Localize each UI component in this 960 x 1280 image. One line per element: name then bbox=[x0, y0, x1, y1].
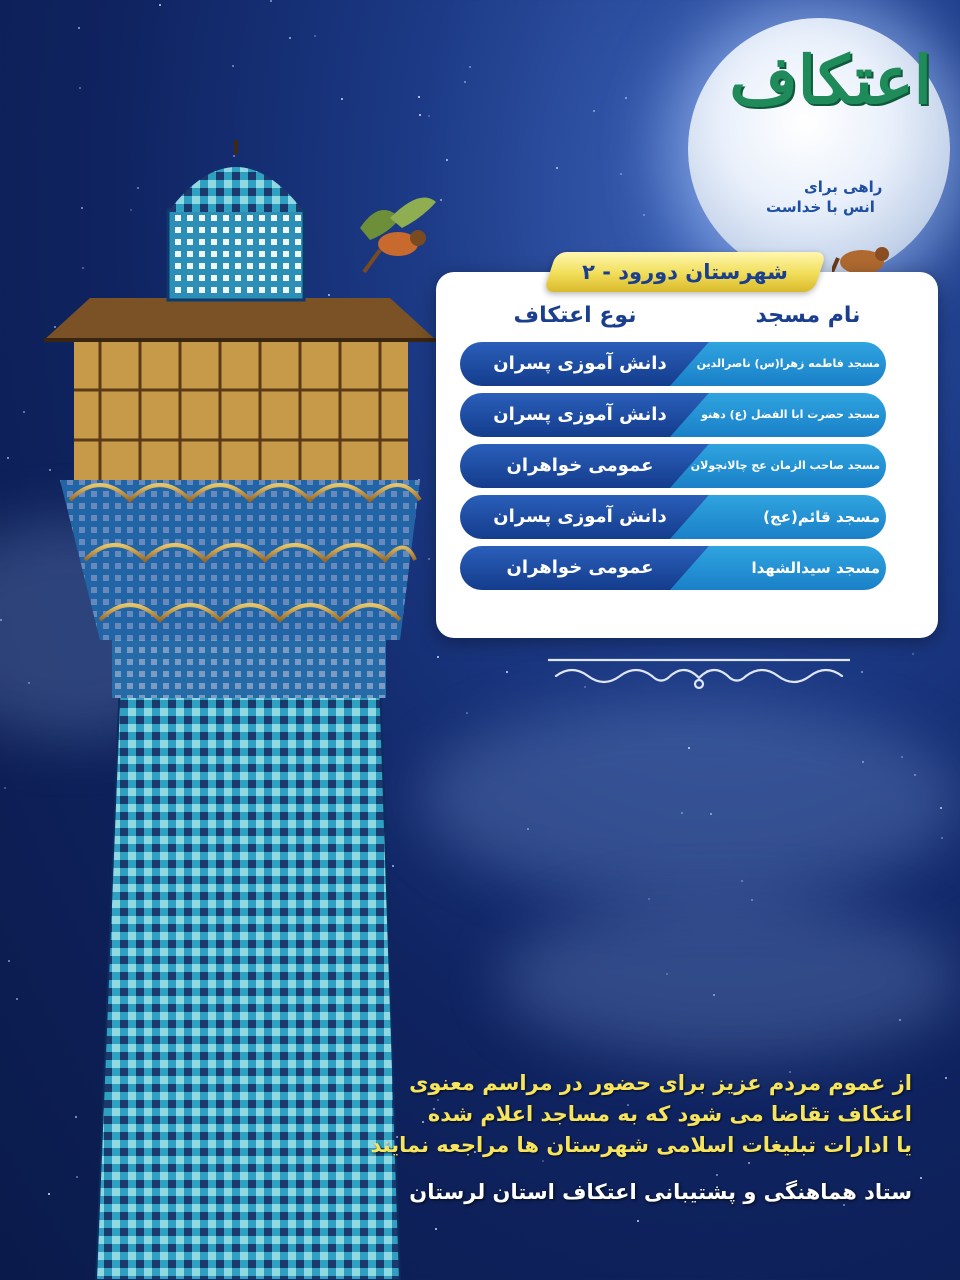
cloud bbox=[500, 900, 960, 1060]
mosque-name: مسجد فاطمه زهرا(س) ناصرالدین bbox=[696, 357, 880, 370]
star bbox=[16, 998, 18, 1000]
star bbox=[861, 671, 863, 673]
city-title-banner bbox=[544, 252, 827, 292]
mosque-name: مسجد حضرت ابا الفضل (ع) دهنو bbox=[701, 408, 880, 421]
logo-subtitle-line2: انس با خداست bbox=[766, 198, 875, 216]
table-row bbox=[460, 444, 886, 488]
star bbox=[593, 110, 595, 112]
table-row bbox=[460, 546, 886, 590]
notice-text bbox=[370, 1068, 912, 1161]
star bbox=[920, 1177, 922, 1179]
star bbox=[8, 960, 10, 962]
star bbox=[464, 81, 466, 83]
star bbox=[270, 0, 272, 2]
ornament-divider bbox=[548, 656, 850, 696]
table-row bbox=[460, 495, 886, 539]
star bbox=[419, 114, 421, 116]
star bbox=[78, 27, 80, 29]
star bbox=[428, 115, 430, 117]
star bbox=[79, 87, 81, 89]
table-row bbox=[460, 393, 886, 437]
bird-icon bbox=[350, 188, 442, 278]
cloud bbox=[420, 700, 960, 900]
table-row bbox=[460, 342, 886, 386]
itikaf-type: عمومی خواهران bbox=[506, 557, 654, 578]
star bbox=[23, 411, 25, 413]
star bbox=[341, 98, 343, 100]
star bbox=[506, 671, 508, 673]
header-itikaf-type: نوع اعتکاف bbox=[513, 303, 637, 328]
star bbox=[446, 159, 448, 161]
notice-line: یا ادارات تبلیغات اسلامی شهرستان ها مراجعه نمایند bbox=[370, 1133, 912, 1157]
minaret-illustration bbox=[40, 140, 440, 1280]
city-title: شهرستان دورود - ۲ bbox=[582, 260, 788, 284]
star bbox=[912, 653, 914, 655]
star bbox=[748, 1162, 750, 1164]
itikaf-type: عمومی خواهران bbox=[506, 455, 654, 476]
star bbox=[941, 837, 943, 839]
mosque-name: مسجد صاحب الزمان عج چالانچولان bbox=[690, 459, 880, 472]
mosque-list bbox=[460, 342, 886, 597]
star bbox=[159, 4, 161, 6]
star bbox=[469, 66, 471, 68]
star bbox=[716, 1174, 718, 1176]
signature: ستاد هماهنگی و پشتیبانی اعتکاف استان لرستان bbox=[409, 1180, 912, 1204]
star bbox=[314, 35, 316, 37]
star bbox=[643, 214, 645, 216]
star bbox=[945, 1077, 947, 1079]
itikaf-type: دانش آموزی پسران bbox=[493, 404, 667, 425]
star bbox=[418, 96, 420, 98]
star bbox=[620, 173, 622, 175]
star bbox=[556, 167, 558, 169]
star bbox=[843, 1204, 845, 1206]
notice-line: اعتکاف تقاضا می شود که به مساجد اعلام شده bbox=[427, 1102, 912, 1126]
star bbox=[637, 1220, 639, 1222]
star bbox=[232, 65, 234, 67]
star bbox=[4, 787, 6, 789]
mosque-name: مسجد سیدالشهدا bbox=[751, 559, 880, 577]
itikaf-type: دانش آموزی پسران bbox=[493, 506, 667, 527]
star bbox=[289, 37, 291, 39]
star bbox=[466, 712, 468, 714]
star bbox=[625, 97, 627, 99]
notice-line: از عموم مردم عزیز برای حضور در مراسم معنوی bbox=[409, 1071, 912, 1095]
header-mosque-name: نام مسجد bbox=[755, 303, 861, 328]
logo-subtitle-line1: راهی برای bbox=[804, 178, 883, 196]
itikaf-type: دانش آموزی پسران bbox=[493, 353, 667, 374]
logo-title: اعتکاف bbox=[729, 41, 932, 119]
mosque-name: مسجد قائم(عج) bbox=[763, 508, 880, 526]
star bbox=[7, 457, 9, 459]
